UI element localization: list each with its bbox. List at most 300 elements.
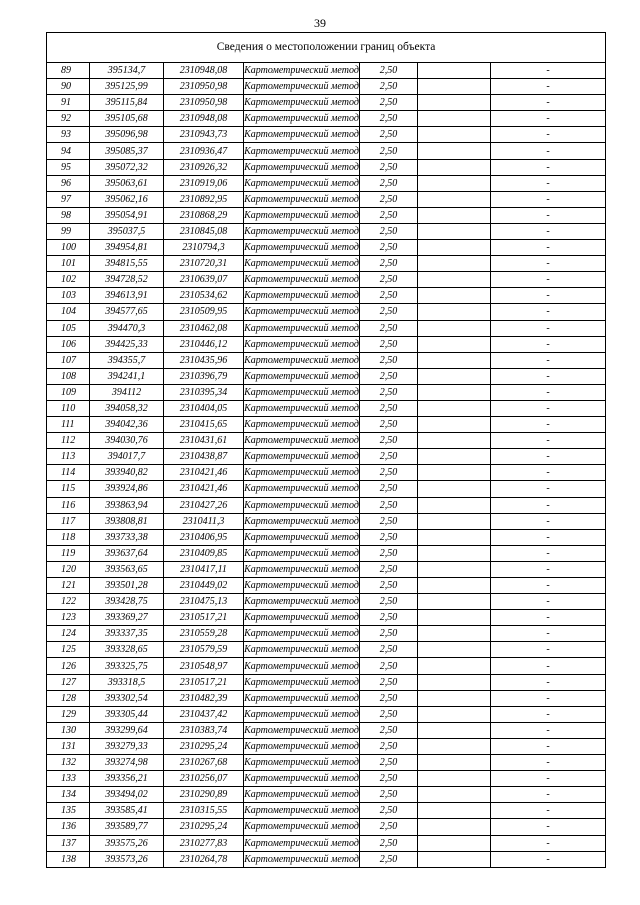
- description-cell: -: [491, 449, 606, 465]
- accuracy-cell: 2,50: [360, 207, 418, 223]
- table-row: [47, 191, 606, 207]
- point-number-cell: 101: [47, 256, 90, 272]
- description-cell: -: [491, 497, 606, 513]
- y-coordinate-cell: 2310482,39: [164, 690, 244, 706]
- point-number-cell: 99: [47, 223, 90, 239]
- description-cell: -: [491, 143, 606, 159]
- accuracy-cell: 2,50: [360, 240, 418, 256]
- y-coordinate-cell: 2310449,02: [164, 578, 244, 594]
- accuracy-cell: 2,50: [360, 481, 418, 497]
- empty-cell: [418, 658, 491, 674]
- description-cell: -: [491, 384, 606, 400]
- y-coordinate-cell: 2310475,13: [164, 594, 244, 610]
- accuracy-cell: 2,50: [360, 304, 418, 320]
- page-number: 39: [314, 16, 326, 30]
- point-number-cell: 95: [47, 159, 90, 175]
- method-cell: Картометрический метод: [244, 529, 360, 545]
- y-coordinate-cell: 2310409,85: [164, 545, 244, 561]
- description-cell: -: [491, 320, 606, 336]
- y-coordinate-cell: 2310926,32: [164, 159, 244, 175]
- method-cell: Картометрический метод: [244, 336, 360, 352]
- y-coordinate-cell: 2310267,68: [164, 755, 244, 771]
- method-cell: Картометрический метод: [244, 63, 360, 79]
- table-row: [47, 304, 606, 320]
- method-cell: Картометрический метод: [244, 304, 360, 320]
- x-coordinate-cell: 393563,65: [90, 561, 164, 577]
- x-coordinate-cell: 393575,26: [90, 835, 164, 851]
- point-number-cell: 129: [47, 706, 90, 722]
- accuracy-cell: 2,50: [360, 819, 418, 835]
- x-coordinate-cell: 395054,91: [90, 207, 164, 223]
- accuracy-cell: 2,50: [360, 787, 418, 803]
- table-row: [47, 706, 606, 722]
- point-number-cell: 128: [47, 690, 90, 706]
- empty-cell: [418, 223, 491, 239]
- method-cell: Картометрический метод: [244, 175, 360, 191]
- method-cell: Картометрический метод: [244, 722, 360, 738]
- empty-cell: [418, 127, 491, 143]
- empty-cell: [418, 835, 491, 851]
- accuracy-cell: 2,50: [360, 561, 418, 577]
- y-coordinate-cell: 2310415,65: [164, 417, 244, 433]
- empty-cell: [418, 417, 491, 433]
- x-coordinate-cell: 394058,32: [90, 400, 164, 416]
- description-cell: -: [491, 594, 606, 610]
- method-cell: Картометрический метод: [244, 207, 360, 223]
- y-coordinate-cell: 2310396,79: [164, 368, 244, 384]
- y-coordinate-cell: 2310256,07: [164, 771, 244, 787]
- x-coordinate-cell: 395085,37: [90, 143, 164, 159]
- point-number-cell: 91: [47, 95, 90, 111]
- method-cell: Картометрический метод: [244, 513, 360, 529]
- method-cell: Картометрический метод: [244, 755, 360, 771]
- description-cell: -: [491, 79, 606, 95]
- point-number-cell: 120: [47, 561, 90, 577]
- point-number-cell: 126: [47, 658, 90, 674]
- x-coordinate-cell: 393863,94: [90, 497, 164, 513]
- table-row: [47, 771, 606, 787]
- x-coordinate-cell: 393337,35: [90, 626, 164, 642]
- description-cell: -: [491, 111, 606, 127]
- table-row: [47, 755, 606, 771]
- method-cell: Картометрический метод: [244, 79, 360, 95]
- accuracy-cell: 2,50: [360, 159, 418, 175]
- method-cell: Картометрический метод: [244, 626, 360, 642]
- description-cell: -: [491, 288, 606, 304]
- description-cell: -: [491, 240, 606, 256]
- table-row: [47, 207, 606, 223]
- method-cell: Картометрический метод: [244, 787, 360, 803]
- table-row: [47, 111, 606, 127]
- table-row: [47, 690, 606, 706]
- point-number-cell: 102: [47, 272, 90, 288]
- table-row: [47, 819, 606, 835]
- description-cell: -: [491, 674, 606, 690]
- y-coordinate-cell: 2310950,98: [164, 95, 244, 111]
- method-cell: Картометрический метод: [244, 674, 360, 690]
- empty-cell: [418, 336, 491, 352]
- empty-cell: [418, 626, 491, 642]
- description-cell: -: [491, 803, 606, 819]
- accuracy-cell: 2,50: [360, 79, 418, 95]
- table-row: [47, 787, 606, 803]
- x-coordinate-cell: 394030,76: [90, 433, 164, 449]
- point-number-cell: 104: [47, 304, 90, 320]
- accuracy-cell: 2,50: [360, 465, 418, 481]
- method-cell: Картометрический метод: [244, 191, 360, 207]
- y-coordinate-cell: 2310720,31: [164, 256, 244, 272]
- accuracy-cell: 2,50: [360, 706, 418, 722]
- table-row: [47, 610, 606, 626]
- accuracy-cell: 2,50: [360, 320, 418, 336]
- point-number-cell: 90: [47, 79, 90, 95]
- x-coordinate-cell: 394728,52: [90, 272, 164, 288]
- accuracy-cell: 2,50: [360, 771, 418, 787]
- table-title: Сведения о местоположении границ объекта: [47, 33, 606, 63]
- x-coordinate-cell: 393279,33: [90, 738, 164, 754]
- empty-cell: [418, 594, 491, 610]
- x-coordinate-cell: 394815,55: [90, 256, 164, 272]
- point-number-cell: 123: [47, 610, 90, 626]
- point-number-cell: 132: [47, 755, 90, 771]
- method-cell: Картометрический метод: [244, 95, 360, 111]
- empty-cell: [418, 400, 491, 416]
- empty-cell: [418, 384, 491, 400]
- point-number-cell: 135: [47, 803, 90, 819]
- x-coordinate-cell: 394042,36: [90, 417, 164, 433]
- table-row: [47, 143, 606, 159]
- accuracy-cell: 2,50: [360, 594, 418, 610]
- method-cell: Картометрический метод: [244, 159, 360, 175]
- table-row: [47, 449, 606, 465]
- x-coordinate-cell: 393356,21: [90, 771, 164, 787]
- accuracy-cell: 2,50: [360, 803, 418, 819]
- method-cell: Картометрический метод: [244, 738, 360, 754]
- x-coordinate-cell: 395062,16: [90, 191, 164, 207]
- point-number-cell: 124: [47, 626, 90, 642]
- accuracy-cell: 2,50: [360, 449, 418, 465]
- table-row: [47, 513, 606, 529]
- method-cell: Картометрический метод: [244, 706, 360, 722]
- description-cell: -: [491, 513, 606, 529]
- y-coordinate-cell: 2310517,21: [164, 610, 244, 626]
- description-cell: -: [491, 223, 606, 239]
- table-row: [47, 352, 606, 368]
- empty-cell: [418, 79, 491, 95]
- y-coordinate-cell: 2310579,59: [164, 642, 244, 658]
- description-cell: -: [491, 626, 606, 642]
- description-cell: -: [491, 658, 606, 674]
- point-number-cell: 117: [47, 513, 90, 529]
- table-row: [47, 400, 606, 416]
- table-header-row: [47, 33, 606, 63]
- point-number-cell: 113: [47, 449, 90, 465]
- y-coordinate-cell: 2310421,46: [164, 465, 244, 481]
- empty-cell: [418, 481, 491, 497]
- point-number-cell: 121: [47, 578, 90, 594]
- x-coordinate-cell: 393299,64: [90, 722, 164, 738]
- description-cell: -: [491, 352, 606, 368]
- point-number-cell: 96: [47, 175, 90, 191]
- empty-cell: [418, 803, 491, 819]
- method-cell: Картометрический метод: [244, 240, 360, 256]
- accuracy-cell: 2,50: [360, 545, 418, 561]
- accuracy-cell: 2,50: [360, 272, 418, 288]
- accuracy-cell: 2,50: [360, 288, 418, 304]
- empty-cell: [418, 191, 491, 207]
- point-number-cell: 105: [47, 320, 90, 336]
- description-cell: -: [491, 191, 606, 207]
- table-row: [47, 272, 606, 288]
- x-coordinate-cell: 395096,98: [90, 127, 164, 143]
- empty-cell: [418, 610, 491, 626]
- accuracy-cell: 2,50: [360, 513, 418, 529]
- empty-cell: [418, 690, 491, 706]
- point-number-cell: 109: [47, 384, 90, 400]
- empty-cell: [418, 304, 491, 320]
- method-cell: Картометрический метод: [244, 658, 360, 674]
- accuracy-cell: 2,50: [360, 336, 418, 352]
- y-coordinate-cell: 2310509,95: [164, 304, 244, 320]
- accuracy-cell: 2,50: [360, 626, 418, 642]
- point-number-cell: 127: [47, 674, 90, 690]
- y-coordinate-cell: 2310383,74: [164, 722, 244, 738]
- table-row: [47, 561, 606, 577]
- method-cell: Картометрический метод: [244, 578, 360, 594]
- point-number-cell: 106: [47, 336, 90, 352]
- empty-cell: [418, 272, 491, 288]
- description-cell: -: [491, 706, 606, 722]
- accuracy-cell: 2,50: [360, 384, 418, 400]
- x-coordinate-cell: 393428,75: [90, 594, 164, 610]
- empty-cell: [418, 738, 491, 754]
- y-coordinate-cell: 2310417,11: [164, 561, 244, 577]
- description-cell: -: [491, 738, 606, 754]
- method-cell: Картометрический метод: [244, 127, 360, 143]
- point-number-cell: 136: [47, 819, 90, 835]
- accuracy-cell: 2,50: [360, 690, 418, 706]
- point-number-cell: 130: [47, 722, 90, 738]
- method-cell: Картометрический метод: [244, 690, 360, 706]
- table-row: [47, 578, 606, 594]
- table-row: [47, 320, 606, 336]
- description-cell: -: [491, 610, 606, 626]
- y-coordinate-cell: 2310534,62: [164, 288, 244, 304]
- x-coordinate-cell: 394613,91: [90, 288, 164, 304]
- point-number-cell: 137: [47, 835, 90, 851]
- accuracy-cell: 2,50: [360, 127, 418, 143]
- y-coordinate-cell: 2310517,21: [164, 674, 244, 690]
- y-coordinate-cell: 2310264,78: [164, 851, 244, 867]
- empty-cell: [418, 256, 491, 272]
- y-coordinate-cell: 2310427,26: [164, 497, 244, 513]
- accuracy-cell: 2,50: [360, 256, 418, 272]
- accuracy-cell: 2,50: [360, 191, 418, 207]
- point-number-cell: 103: [47, 288, 90, 304]
- point-number-cell: 119: [47, 545, 90, 561]
- y-coordinate-cell: 2310295,24: [164, 819, 244, 835]
- description-cell: -: [491, 787, 606, 803]
- description-cell: -: [491, 175, 606, 191]
- table-row: [47, 417, 606, 433]
- description-cell: -: [491, 256, 606, 272]
- empty-cell: [418, 722, 491, 738]
- x-coordinate-cell: 393585,41: [90, 803, 164, 819]
- accuracy-cell: 2,50: [360, 95, 418, 111]
- y-coordinate-cell: 2310936,47: [164, 143, 244, 159]
- accuracy-cell: 2,50: [360, 722, 418, 738]
- empty-cell: [418, 111, 491, 127]
- description-cell: -: [491, 95, 606, 111]
- table-row: [47, 642, 606, 658]
- x-coordinate-cell: 394241,1: [90, 368, 164, 384]
- method-cell: Картометрический метод: [244, 400, 360, 416]
- table-row: [47, 336, 606, 352]
- x-coordinate-cell: 393573,26: [90, 851, 164, 867]
- table-row: [47, 803, 606, 819]
- y-coordinate-cell: 2310919,06: [164, 175, 244, 191]
- table-row: [47, 497, 606, 513]
- table-row: [47, 63, 606, 79]
- x-coordinate-cell: 393589,77: [90, 819, 164, 835]
- point-number-cell: 125: [47, 642, 90, 658]
- point-number-cell: 108: [47, 368, 90, 384]
- y-coordinate-cell: 2310290,89: [164, 787, 244, 803]
- method-cell: Картометрический метод: [244, 803, 360, 819]
- table-row: [47, 594, 606, 610]
- empty-cell: [418, 63, 491, 79]
- method-cell: Картометрический метод: [244, 449, 360, 465]
- table-row: [47, 288, 606, 304]
- point-number-cell: 118: [47, 529, 90, 545]
- y-coordinate-cell: 2310411,3: [164, 513, 244, 529]
- table-row: [47, 175, 606, 191]
- accuracy-cell: 2,50: [360, 223, 418, 239]
- y-coordinate-cell: 2310462,08: [164, 320, 244, 336]
- description-cell: -: [491, 561, 606, 577]
- accuracy-cell: 2,50: [360, 175, 418, 191]
- empty-cell: [418, 787, 491, 803]
- empty-cell: [418, 529, 491, 545]
- empty-cell: [418, 95, 491, 111]
- accuracy-cell: 2,50: [360, 352, 418, 368]
- description-cell: -: [491, 304, 606, 320]
- x-coordinate-cell: 395134,7: [90, 63, 164, 79]
- method-cell: Картометрический метод: [244, 352, 360, 368]
- table-row: [47, 674, 606, 690]
- empty-cell: [418, 578, 491, 594]
- description-cell: -: [491, 400, 606, 416]
- table-row: [47, 851, 606, 867]
- x-coordinate-cell: 394577,65: [90, 304, 164, 320]
- x-coordinate-cell: 393733,38: [90, 529, 164, 545]
- description-cell: -: [491, 771, 606, 787]
- y-coordinate-cell: 2310435,96: [164, 352, 244, 368]
- description-cell: -: [491, 159, 606, 175]
- accuracy-cell: 2,50: [360, 755, 418, 771]
- description-cell: -: [491, 642, 606, 658]
- empty-cell: [418, 706, 491, 722]
- y-coordinate-cell: 2310948,08: [164, 111, 244, 127]
- description-cell: -: [491, 417, 606, 433]
- y-coordinate-cell: 2310639,07: [164, 272, 244, 288]
- accuracy-cell: 2,50: [360, 400, 418, 416]
- accuracy-cell: 2,50: [360, 835, 418, 851]
- point-number-cell: 138: [47, 851, 90, 867]
- accuracy-cell: 2,50: [360, 738, 418, 754]
- empty-cell: [418, 497, 491, 513]
- empty-cell: [418, 771, 491, 787]
- empty-cell: [418, 288, 491, 304]
- x-coordinate-cell: 394954,81: [90, 240, 164, 256]
- empty-cell: [418, 819, 491, 835]
- x-coordinate-cell: 393369,27: [90, 610, 164, 626]
- x-coordinate-cell: 393302,54: [90, 690, 164, 706]
- empty-cell: [418, 159, 491, 175]
- accuracy-cell: 2,50: [360, 529, 418, 545]
- x-coordinate-cell: 393328,65: [90, 642, 164, 658]
- description-cell: -: [491, 578, 606, 594]
- point-number-cell: 98: [47, 207, 90, 223]
- x-coordinate-cell: 393637,64: [90, 545, 164, 561]
- x-coordinate-cell: 393494,02: [90, 787, 164, 803]
- y-coordinate-cell: 2310277,83: [164, 835, 244, 851]
- y-coordinate-cell: 2310943,73: [164, 127, 244, 143]
- point-number-cell: 122: [47, 594, 90, 610]
- y-coordinate-cell: 2310437,42: [164, 706, 244, 722]
- table-row: [47, 240, 606, 256]
- table-row: [47, 95, 606, 111]
- empty-cell: [418, 449, 491, 465]
- x-coordinate-cell: 394112: [90, 384, 164, 400]
- y-coordinate-cell: 2310446,12: [164, 336, 244, 352]
- y-coordinate-cell: 2310794,3: [164, 240, 244, 256]
- table-row: [47, 127, 606, 143]
- table-row: [47, 159, 606, 175]
- point-number-cell: 114: [47, 465, 90, 481]
- description-cell: -: [491, 368, 606, 384]
- method-cell: Картометрический метод: [244, 835, 360, 851]
- empty-cell: [418, 513, 491, 529]
- point-number-cell: 133: [47, 771, 90, 787]
- table-row: [47, 658, 606, 674]
- y-coordinate-cell: 2310404,05: [164, 400, 244, 416]
- description-cell: -: [491, 465, 606, 481]
- method-cell: Картометрический метод: [244, 481, 360, 497]
- x-coordinate-cell: 395037,5: [90, 223, 164, 239]
- y-coordinate-cell: 2310438,87: [164, 449, 244, 465]
- method-cell: Картометрический метод: [244, 256, 360, 272]
- method-cell: Картометрический метод: [244, 465, 360, 481]
- description-cell: -: [491, 755, 606, 771]
- empty-cell: [418, 240, 491, 256]
- y-coordinate-cell: 2310868,29: [164, 207, 244, 223]
- table-row: [47, 545, 606, 561]
- point-number-cell: 116: [47, 497, 90, 513]
- y-coordinate-cell: 2310845,08: [164, 223, 244, 239]
- accuracy-cell: 2,50: [360, 433, 418, 449]
- x-coordinate-cell: 395105,68: [90, 111, 164, 127]
- method-cell: Картометрический метод: [244, 771, 360, 787]
- y-coordinate-cell: 2310948,08: [164, 63, 244, 79]
- method-cell: Картометрический метод: [244, 272, 360, 288]
- empty-cell: [418, 175, 491, 191]
- point-number-cell: 110: [47, 400, 90, 416]
- description-cell: -: [491, 545, 606, 561]
- point-number-cell: 115: [47, 481, 90, 497]
- x-coordinate-cell: 394470,3: [90, 320, 164, 336]
- description-cell: -: [491, 272, 606, 288]
